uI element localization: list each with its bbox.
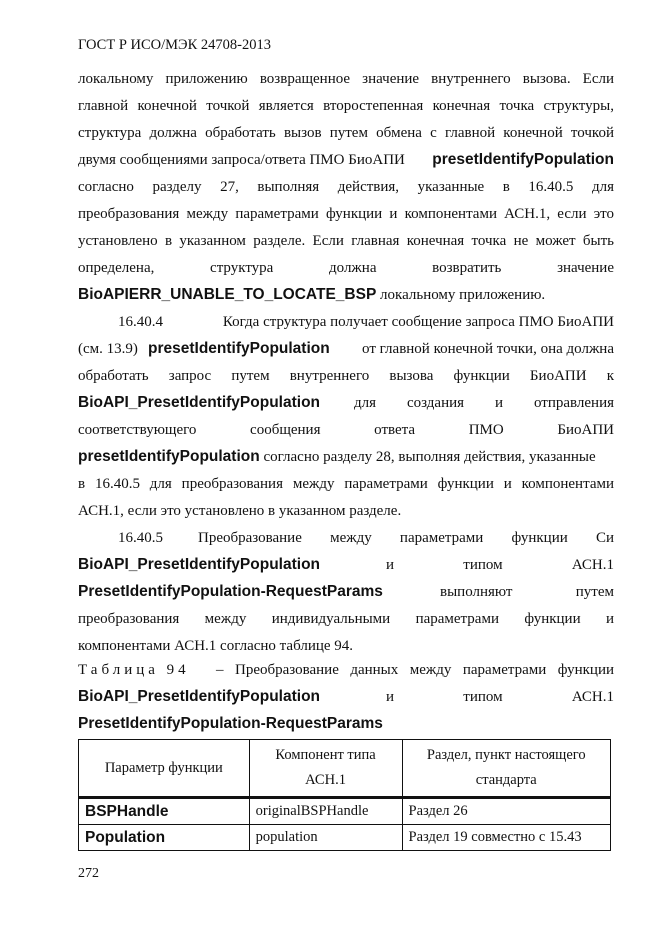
text-line bbox=[78, 715, 614, 733]
text-line: АСН.1, если это установлено в указанном разделе. bbox=[78, 503, 402, 519]
text-line: компонентами АСН.1 согласно таблице 94. bbox=[78, 638, 354, 654]
text-line bbox=[78, 340, 614, 358]
text-line: согласно разделу 27, выполняя действия, указанные в 16.40.5 для bbox=[78, 179, 614, 195]
text-line: соответствующего сообщения ответа ПМО БиоАПИ bbox=[78, 422, 614, 438]
function-name: presetIdentifyPopulation bbox=[78, 448, 260, 465]
text-line: обработать запрос путем внутреннего вызова функции БиоАПИ к bbox=[78, 368, 614, 384]
text-segment: локальному приложению. bbox=[376, 287, 546, 303]
text-line: установлено в указанном разделе. Если главная конечная точка не может быть bbox=[78, 233, 614, 249]
text-line: преобразования между индивидуальными параметрами функции и bbox=[78, 611, 614, 627]
table-header-cell: Раздел, пункт настоящего стандарта bbox=[402, 740, 611, 798]
table-cell: Раздел 26 bbox=[402, 798, 611, 825]
table-header-row bbox=[79, 740, 611, 798]
text-line: главной конечной точкой является второстепенная конечная точка структуры, bbox=[78, 98, 614, 114]
error-code: BioAPIERR_UNABLE_TO_LOCATE_BSP bbox=[78, 286, 377, 303]
caption-label: Таблица 94 bbox=[78, 662, 190, 678]
text-segment: и типом АСН.1 bbox=[386, 557, 614, 573]
function-name: presetIdentifyPopulation bbox=[148, 340, 330, 357]
text-line: в 16.40.5 для преобразования между параметрами функции и компонентами bbox=[78, 476, 614, 492]
text-line bbox=[78, 394, 614, 412]
document-header: ГОСТ Р ИСО/МЭК 24708-2013 bbox=[78, 37, 271, 53]
page-number: 272 bbox=[78, 866, 99, 881]
function-name: BioAPI_PresetIdentifyPopulation bbox=[78, 556, 321, 573]
text-segment: Преобразование между параметрами функции Си bbox=[198, 530, 614, 546]
function-name: presetIdentifyPopulation bbox=[432, 151, 614, 168]
section-number: 16.40.4 bbox=[118, 314, 163, 330]
text-segment: для создания и отправления bbox=[354, 395, 614, 411]
table-cell: originalBSPHandle bbox=[249, 798, 402, 825]
section-number: 16.40.5 bbox=[118, 530, 163, 546]
text-line: преобразования между параметрами функции и компонентами АСН.1, если это bbox=[78, 206, 614, 222]
text-segment: выполняют путем bbox=[440, 584, 614, 600]
caption-text: – Преобразование данных между параметрами функции bbox=[216, 662, 614, 678]
text-line bbox=[78, 286, 614, 304]
text-line: определена, структура должна возвратить значение bbox=[78, 260, 614, 276]
text-segment: (см. 13.9) bbox=[78, 341, 138, 357]
table-row bbox=[79, 825, 611, 851]
text-line bbox=[78, 688, 614, 706]
function-name: BioAPI_PresetIdentifyPopulation bbox=[78, 394, 321, 411]
table-row bbox=[79, 798, 611, 825]
text-line bbox=[78, 448, 614, 466]
text-line: локальному приложению возвращенное значение внутреннего вызова. Если bbox=[78, 71, 614, 87]
text-segment: согласно разделу 28, выполняя действия, указанные bbox=[259, 449, 596, 465]
mapping-table bbox=[78, 739, 611, 851]
text-line: структура должна обработать вызов путем обмена с главной конечной точкой bbox=[78, 125, 614, 141]
table-cell: population bbox=[249, 825, 402, 851]
text-line bbox=[78, 583, 614, 601]
text-segment: двумя сообщениями запроса/ответа ПМО БиоАПИ bbox=[78, 152, 405, 168]
text-line bbox=[78, 661, 614, 679]
type-name: PresetIdentifyPopulation-RequestParams bbox=[78, 715, 383, 732]
text-line bbox=[78, 151, 614, 169]
table-header-cell: Компонент типа АСН.1 bbox=[249, 740, 402, 798]
table-cell: BSPHandle bbox=[79, 798, 250, 825]
table-header-cell: Параметр функции bbox=[79, 740, 250, 798]
text-segment: Когда структура получает сообщение запроса ПМО БиоАПИ bbox=[222, 314, 614, 330]
text-segment: и типом АСН.1 bbox=[386, 689, 614, 705]
table-cell: Population bbox=[79, 825, 250, 851]
type-name: PresetIdentifyPopulation-RequestParams bbox=[78, 583, 383, 600]
text-segment: от главной конечной точки, она должна bbox=[362, 341, 614, 357]
function-name: BioAPI_PresetIdentifyPopulation bbox=[78, 688, 321, 705]
table-cell: Раздел 19 совместно с 15.43 bbox=[402, 825, 611, 851]
text-line bbox=[78, 556, 614, 574]
